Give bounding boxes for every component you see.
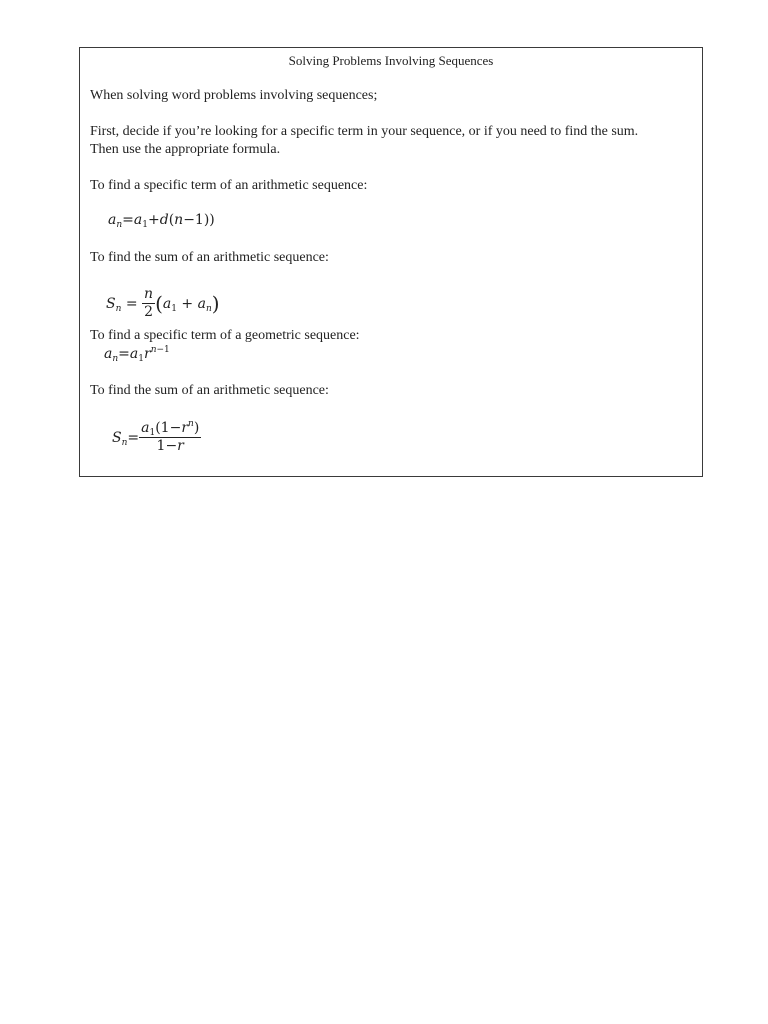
- page-title: Solving Problems Involving Sequences: [288, 53, 494, 68]
- fraction-geometric-sum: $\frac{a_1(1-r^n)}{1-r}$: [141, 419, 200, 454]
- formula-box: [79, 47, 703, 477]
- fraction-n-over-2: $\frac{n}{2}$: [144, 286, 154, 320]
- geometric-sum-formula: $S_n=$ $\frac{a_1(1-r^n)}{1-r}$: [112, 419, 200, 454]
- instruction-line-2: Then use the appropriate formula.: [90, 142, 281, 157]
- geometric-term-heading: To find a specific term of a geometric sequence:: [90, 328, 360, 343]
- arithmetic-sum-formula: $S_n$ = $\frac{n}{2}$ $(a_1 + a_n)$: [106, 286, 220, 320]
- geometric-term-formula: $a_n=a_1r^{n-1}$: [104, 345, 170, 364]
- arithmetic-term-heading: To find a specific term of an arithmetic sequence:: [90, 178, 368, 193]
- intro-text: When solving word problems involving sequences;: [90, 88, 378, 103]
- instruction-line-1: First, decide if you’re looking for a specific term in your sequence, or if you need to find the sum.: [90, 124, 639, 139]
- geometric-sum-heading: To find the sum of an arithmetic sequence:: [90, 383, 329, 398]
- arithmetic-term-formula: $a_n=a_1+d(n-1)$): [108, 212, 215, 230]
- arithmetic-sum-heading: To find the sum of an arithmetic sequence:: [90, 250, 329, 265]
